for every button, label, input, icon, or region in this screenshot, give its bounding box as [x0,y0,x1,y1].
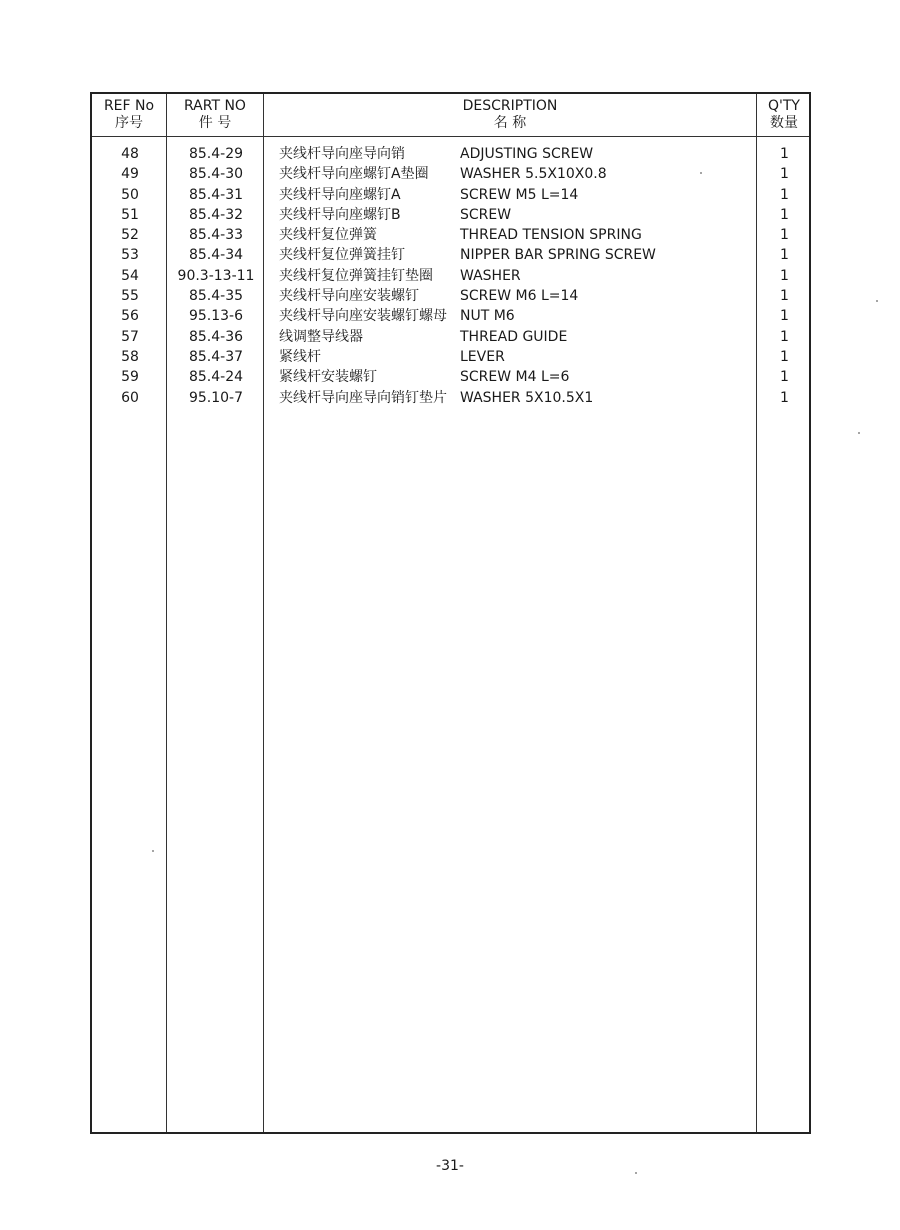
part-no-cell: 85.4-35 [188,288,244,305]
table-row [92,388,809,408]
part-no-cell: 95.10-7 [188,389,244,406]
quantity-cell: 1 [780,389,789,406]
ref-no-cell: 55 [121,288,139,305]
header-divider [92,136,809,137]
ref-no-cell: 57 [121,328,139,345]
english-description-cell: NUT M6 [460,308,515,325]
ref-no-cell: 48 [121,146,139,162]
chinese-name-cell: 线调整导线器 [279,328,363,345]
table-row [92,164,809,184]
english-description-cell: THREAD TENSION SPRING [460,227,642,244]
table-row [92,185,809,205]
scan-speck [858,432,860,434]
quantity-cell: 1 [780,247,789,264]
table-row [92,327,809,347]
chinese-name-cell: 夹线杆导向座导向销钉垫片 [279,389,447,406]
part-no-cell: 85.4-29 [188,146,244,162]
quantity-cell: 1 [780,348,789,365]
english-description-cell: WASHER [460,267,521,284]
chinese-name-cell: 夹线杆导向座安装螺钉螺母 [279,308,447,325]
ref-no-cell: 59 [121,369,139,386]
quantity-cell: 1 [780,267,789,284]
part-no-cell: 90.3-13-11 [177,267,255,284]
scan-speck [635,1172,637,1174]
quantity-cell: 1 [780,328,789,345]
part-no-cell: 85.4-36 [188,328,244,345]
header-part-no: RART NO 件 号 [184,98,246,131]
quantity-cell: 1 [780,308,789,325]
english-description-cell: LEVER [460,348,505,365]
table-row [92,144,809,164]
scan-speck [876,300,878,302]
chinese-name-cell: 夹线杆导向座安装螺钉 [279,288,419,305]
table-row [92,266,809,286]
part-no-cell: 85.4-34 [188,247,244,264]
table-row [92,286,809,306]
table-row [92,205,809,225]
part-no-cell: 95.13-6 [188,308,244,325]
part-no-cell: 85.4-24 [188,369,244,386]
english-description-cell: WASHER 5X10.5X1 [460,389,594,406]
scan-speck [152,850,154,852]
chinese-name-cell: 夹线杆复位弹簧挂钉 [279,247,405,264]
english-description-cell: THREAD GUIDE [460,328,568,345]
english-description-cell: ADJUSTING SCREW [460,146,594,162]
ref-no-cell: 60 [121,389,139,406]
table-row [92,225,809,245]
chinese-name-cell: 夹线杆导向座导向销 [279,146,405,162]
english-description-cell: NIPPER BAR SPRING SCREW [460,247,656,264]
ref-no-cell: 49 [121,166,139,183]
quantity-cell: 1 [780,166,789,183]
english-description-cell: SCREW M4 L=6 [460,369,570,386]
header-qty: Q'TY 数量 [768,98,800,131]
table-row [92,347,809,367]
ref-no-cell: 53 [121,247,139,264]
quantity-cell: 1 [780,369,789,386]
quantity-cell: 1 [780,146,789,162]
ref-no-cell: 58 [121,348,139,365]
english-description-cell: WASHER 5.5X10X0.8 [460,166,607,183]
part-no-cell: 85.4-37 [188,348,244,365]
part-no-cell: 85.4-32 [188,206,244,223]
part-no-cell: 85.4-31 [188,186,244,203]
ref-no-cell: 56 [121,308,139,325]
quantity-cell: 1 [780,288,789,305]
english-description-cell: SCREW M5 L=14 [460,186,579,203]
chinese-name-cell: 夹线杆复位弹簧挂钉垫圈 [279,267,433,284]
ref-no-cell: 54 [121,267,139,284]
scan-speck [700,172,702,174]
parts-table [90,92,811,1134]
ref-no-cell: 50 [121,186,139,203]
chinese-name-cell: 夹线杆导向座螺钉A [279,186,401,203]
header-description: DESCRIPTION 名 称 [462,98,558,131]
part-no-cell: 85.4-30 [188,166,244,183]
table-body [92,144,809,408]
chinese-name-cell: 夹线杆导向座螺钉B [279,206,401,223]
table-row [92,367,809,387]
part-no-cell: 85.4-33 [188,227,244,244]
table-row [92,306,809,326]
chinese-name-cell: 夹线杆导向座螺钉A垫圈 [279,166,429,183]
english-description-cell: SCREW M6 L=14 [460,288,579,305]
quantity-cell: 1 [780,206,789,223]
ref-no-cell: 51 [121,206,139,223]
quantity-cell: 1 [780,186,789,203]
ref-no-cell: 52 [121,227,139,244]
header-ref-no: REF No 序号 [103,98,155,131]
table-row [92,245,809,265]
page-number: -31- [436,1158,464,1174]
chinese-name-cell: 夹线杆复位弹簧 [279,227,377,244]
chinese-name-cell: 紧线杆安装螺钉 [279,369,377,386]
chinese-name-cell: 紧线杆 [279,348,321,365]
english-description-cell: SCREW [460,206,512,223]
quantity-cell: 1 [780,227,789,244]
